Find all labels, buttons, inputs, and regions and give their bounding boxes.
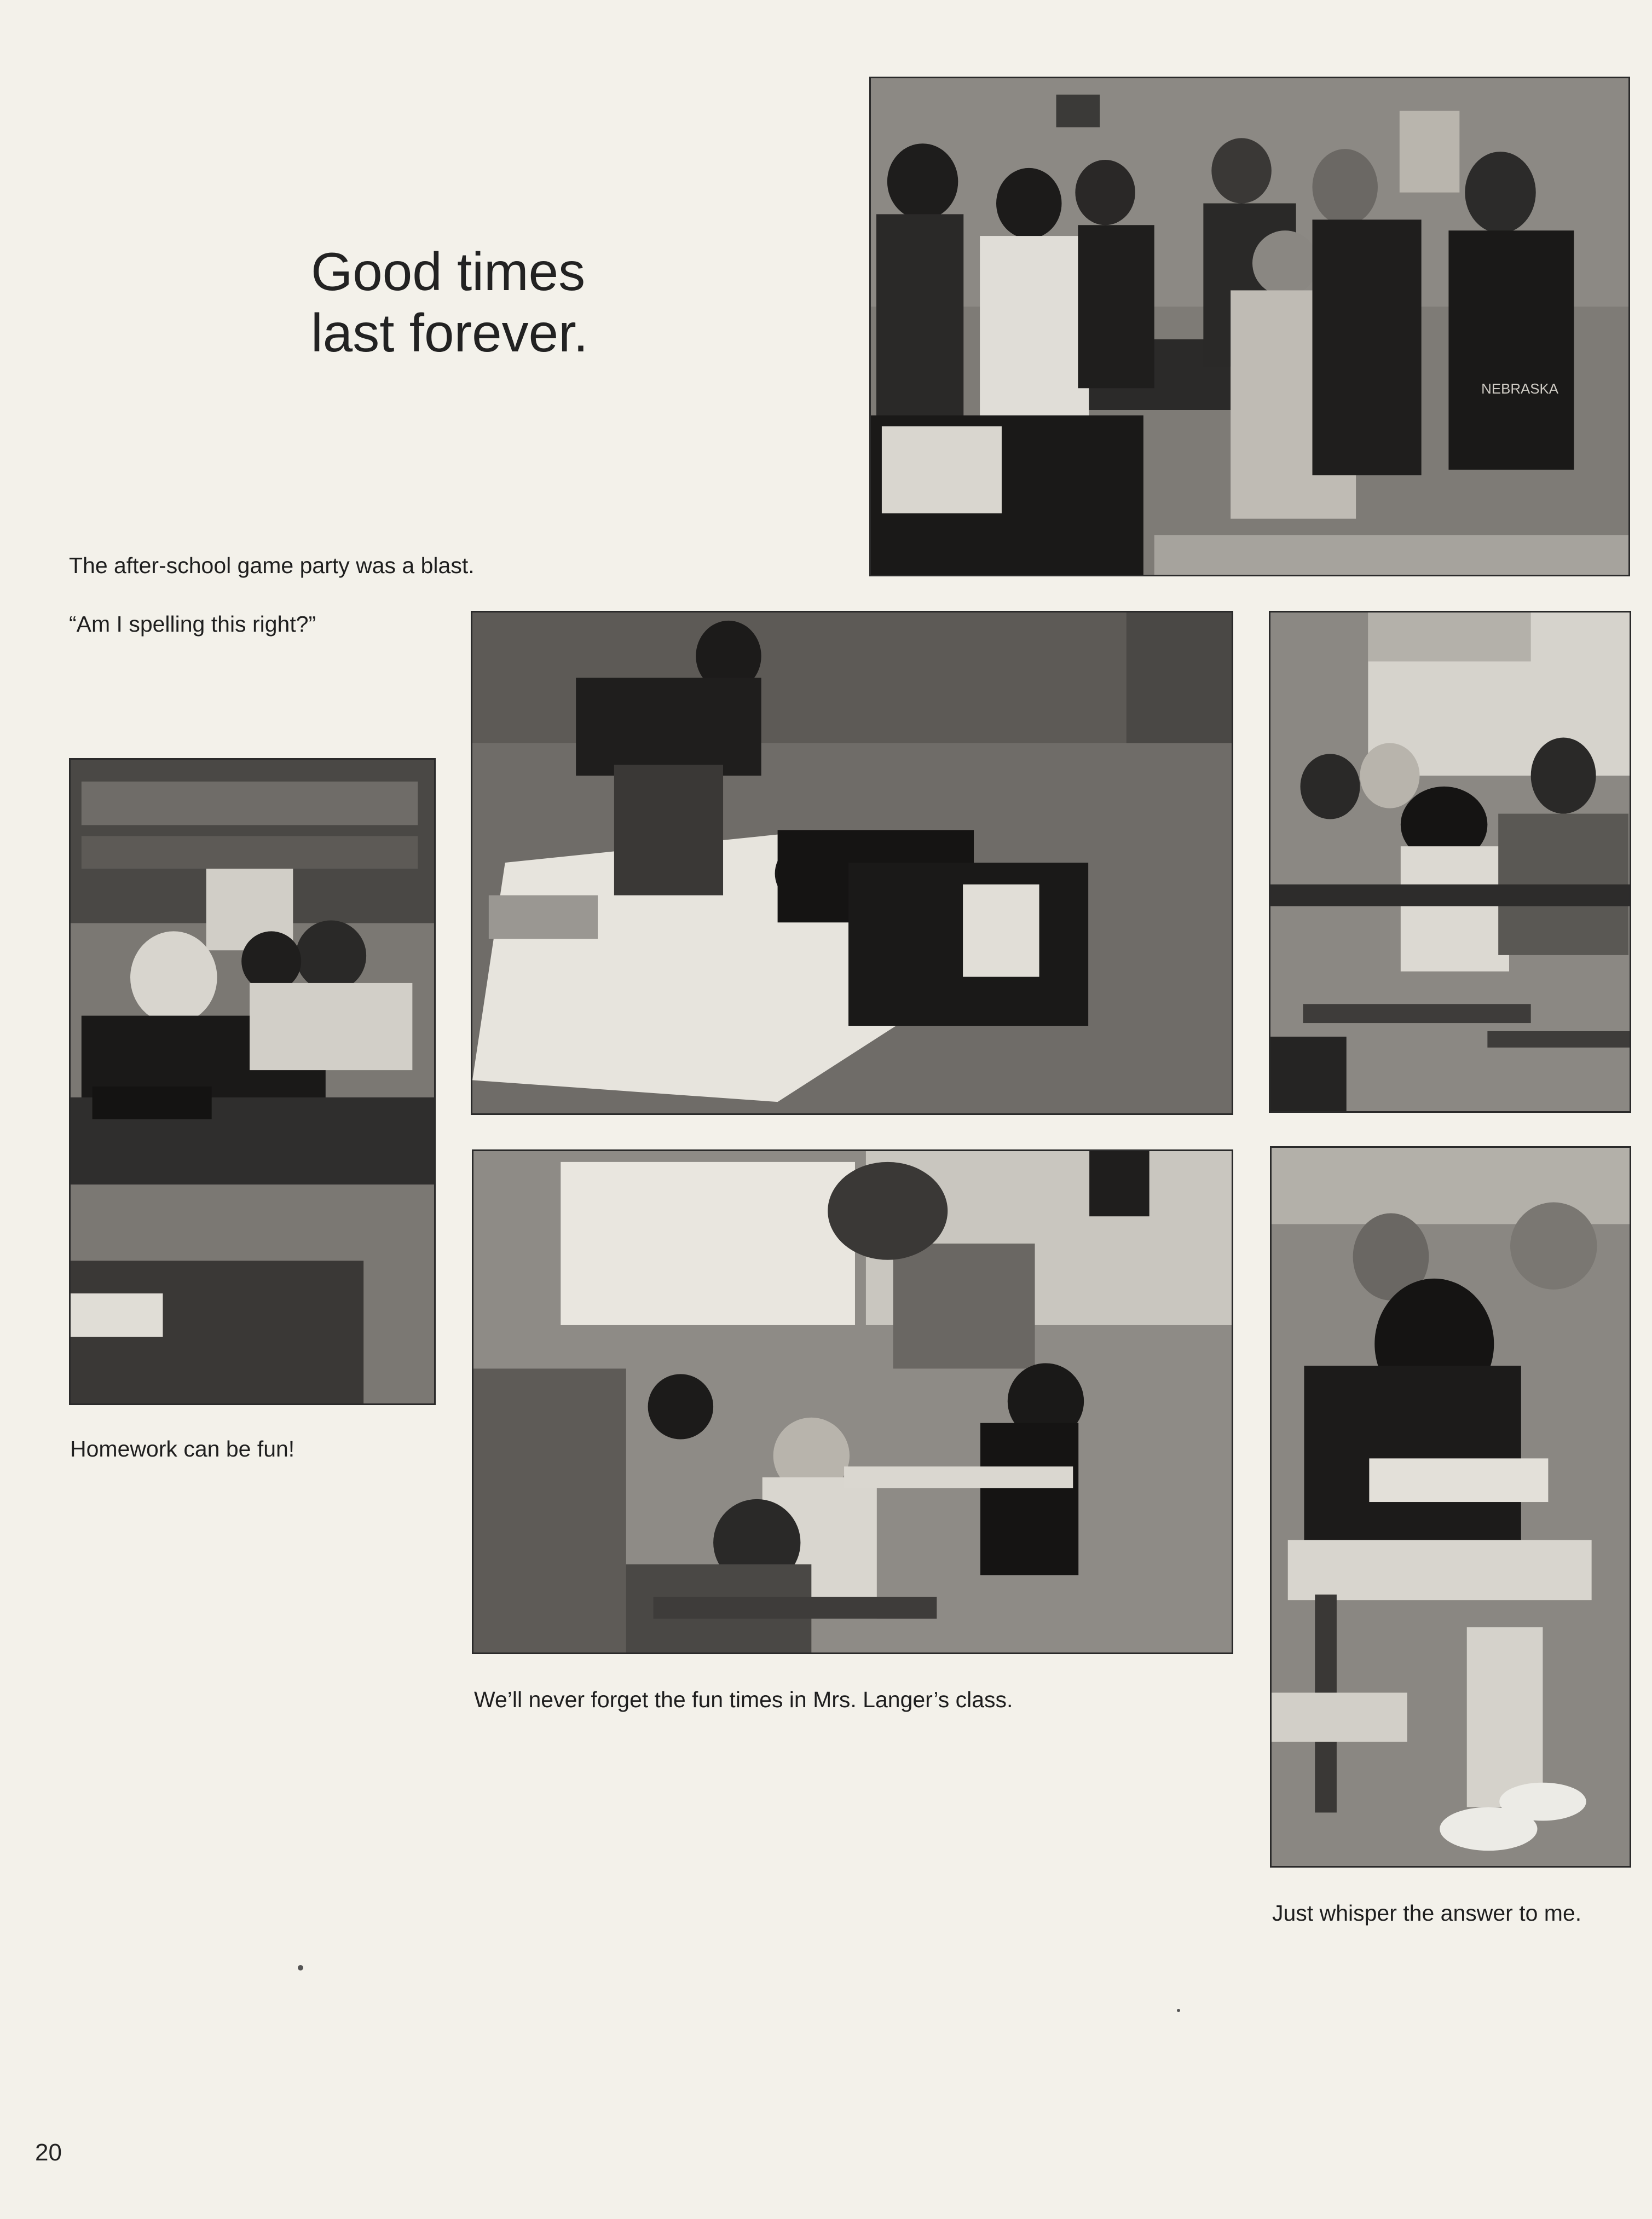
photo-whisper bbox=[1270, 1146, 1631, 1868]
caption-game-party: The after-school game party was a blast. bbox=[69, 553, 475, 578]
headline-line-2: last forever. bbox=[311, 303, 588, 363]
nebraska-shirt-text: NEBRASKA bbox=[1481, 382, 1559, 397]
photo-floor-drawing bbox=[471, 611, 1233, 1115]
headline-line-1: Good times bbox=[311, 241, 586, 302]
print-speck bbox=[298, 1965, 303, 1970]
print-speck bbox=[1177, 2009, 1180, 2012]
photo-langer-class bbox=[472, 1149, 1233, 1654]
caption-spelling: “Am I spelling this right?” bbox=[69, 611, 316, 637]
page-number: 20 bbox=[35, 2139, 62, 2166]
caption-whisper: Just whisper the answer to me. bbox=[1272, 1900, 1582, 1926]
caption-homework: Homework can be fun! bbox=[70, 1436, 295, 1461]
photo-classroom-desks bbox=[1269, 611, 1631, 1113]
caption-langer-class: We’ll never forget the fun times in Mrs. Langer’s class. bbox=[474, 1687, 1013, 1712]
page-headline bbox=[311, 241, 639, 363]
photo-game-party bbox=[869, 77, 1630, 576]
photo-homework bbox=[69, 758, 436, 1405]
